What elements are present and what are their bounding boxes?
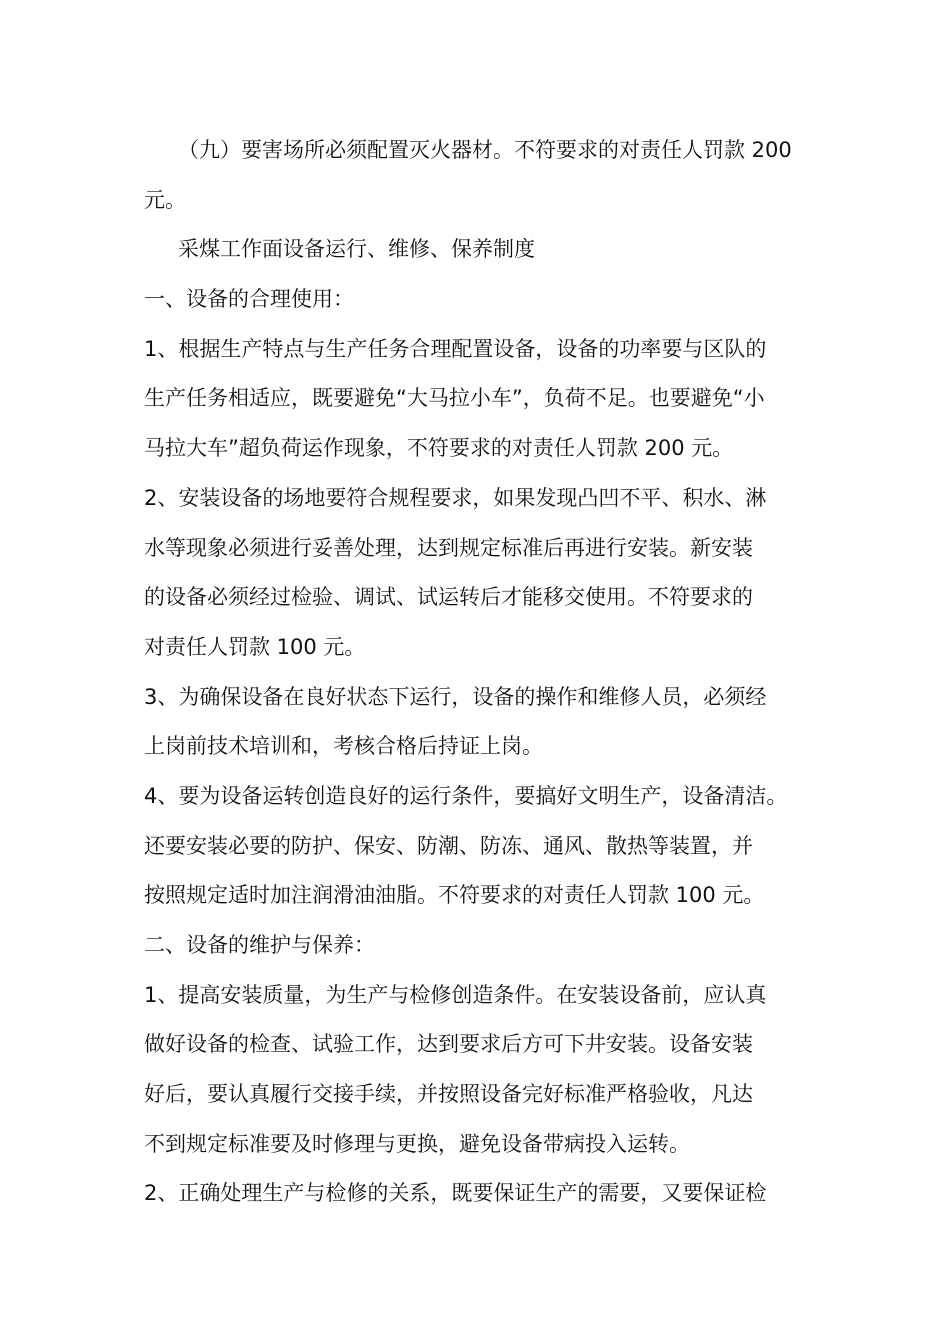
paragraph-line: 的设备必须经过检验、调试、试运转后才能移交使用。不符要求的 — [144, 585, 753, 610]
paragraph-line: 好后，要认真履行交接手续，并按照设备完好标准严格验收，凡达 — [144, 1082, 753, 1107]
paragraph-line: 马拉大车”超负荷运作现象，不符要求的对责任人罚款 200 元。 — [144, 436, 734, 461]
paragraph-line: 对责任人罚款 100 元。 — [144, 634, 366, 659]
paragraph-line: 1、根据生产特点与生产任务合理配置设备，设备的功率要与区队的 — [144, 336, 767, 361]
paragraph-line-item-9-continued: 元。 — [144, 187, 186, 212]
paragraph-line: 做好设备的检查、试验工作，达到要求后方可下井安装。设备安装 — [144, 1032, 753, 1057]
paragraph-line: 1、提高安装质量，为生产与检修创造条件。在安装设备前，应认真 — [144, 982, 767, 1007]
paragraph-line: 4、要为设备运转创造良好的运行条件，要搞好文明生产，设备清洁。 — [144, 783, 788, 808]
paragraph-line: 水等现象必须进行妥善处理，达到规定标准后再进行安装。新安装 — [144, 535, 753, 560]
paragraph-line: 按照规定适时加注润滑油油脂。不符要求的对责任人罚款 100 元。 — [144, 883, 765, 908]
paragraph-line: 2、正确处理生产与检修的关系，既要保证生产的需要，又要保证检 — [144, 1181, 767, 1206]
paragraph-line: 还要安装必要的防护、保安、防潮、防冻、通风、散热等装置，并 — [144, 833, 753, 858]
paragraph-line-item-9: （九）要害场所必须配置灭火器材。不符要求的对责任人罚款 200 — [178, 138, 792, 162]
paragraph-line: 3、为确保设备在良好状态下运行，设备的操作和维修人员，必须经 — [144, 684, 767, 709]
paragraph-line: 生产任务相适应，既要避免“大马拉小车”，负荷不足。也要避免“小 — [144, 386, 765, 411]
heading-reasonable-use: 一、设备的合理使用： — [144, 287, 354, 312]
section-title: 采煤工作面设备运行、维修、保养制度 — [178, 237, 535, 262]
document-body — [144, 126, 820, 1219]
paragraph-line: 2、安装设备的场地要符合规程要求，如果发现凸凹不平、积水、淋 — [144, 485, 767, 510]
heading-maintenance: 二、设备的维护与保养： — [144, 933, 375, 957]
paragraph-line: 不到规定标准要及时修理与更换，避免设备带病投入运转。 — [144, 1131, 690, 1156]
paragraph-line: 上岗前技术培训和，考核合格后持证上岗。 — [144, 734, 543, 759]
